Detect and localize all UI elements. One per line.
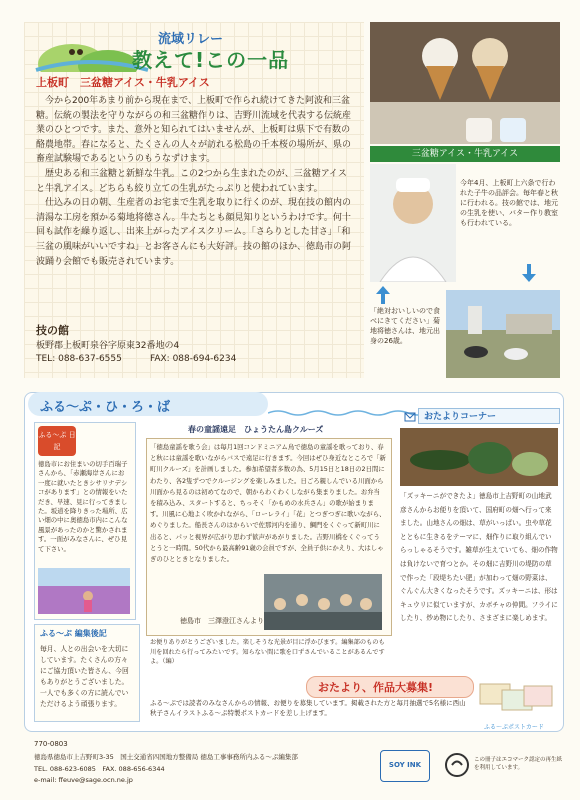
- editor-note-title: ふる〜ぷ 編集後記: [40, 629, 107, 638]
- postcard-illustration: [476, 682, 556, 720]
- soy-ink-logo: [380, 750, 430, 782]
- cattle-show-photo: [446, 290, 560, 378]
- soy-ink-label: SOY INK: [388, 761, 422, 769]
- footer-email: e-mail: ffeuve@sage.ocn.ne.jp: [34, 776, 133, 784]
- vegetable-photo: [400, 428, 558, 486]
- article-subtitle: 上板町 三盆糖アイス・牛乳アイス: [36, 76, 210, 89]
- series-title: 流域リレー: [158, 32, 224, 47]
- arrow-down-icon: [522, 264, 536, 282]
- shop-tel: TEL: 088-637-6555: [36, 354, 122, 364]
- cruise-text: 「徳島童謡を歌う会」は毎月1回コンドミニアム鳥で徳島の童謡を歌っており、春と秋には童謡を歌いながらバスで遠足に行きます。今回はぜひ身近なところで「新町川クルーズ」を計画しました。参加希望者多数の為、5月15日と18日の2日間にわたり、各2隻ずつでクルージングを楽しみました。日ごろ親しんでいる川面から川面から見るのは初めてなので、朝からわくわくしながら集まりました。お弁当を積み込み、スタートすると、ちっそく「かもめの水兵さん」の歌が始まります。川風に心地よく吹かれながら、「ローレライ」「花」とつぎつぎに歌いながら、めぐりました。船長さんのはからいで佐那河内を通り、鯛門をくぐって新町川に出ると、パッと視界が広がり思わず歓声があがりました。吉野川橋をくぐってうとうと一時間。50代から最高齢91歳の会員ですが、全員子供にかえり、大はしゃぎのひとときとなりました。: [150, 443, 386, 564]
- sidebar-note: 今年4月、上板町上六条で行われた子牛の品評会。毎年春と秋に行われる。技の館では、地元の生乳を使い、バター作り教室も行われている。: [460, 179, 558, 227]
- letters-title: おたよりコーナー: [424, 412, 497, 422]
- editor-note-text: 毎月、人との出会いを大切にしています。たくさんの方々にご協力頂いた皆さん、今回もありがとうございました。一人でも多くの方に読んでいただけるよう頑張ります。: [40, 645, 129, 708]
- footer-text: ふる〜ぷでは読者のみなさんからの情報、お便りを募集しています。掲載された方と毎月抽選で5名様に西山秋子さんイラストふる〜ぷ特製ポストカードを差し上げます。: [150, 699, 466, 717]
- article-paragraph-1: 今から200年あまり前から現在まで、上板町で作られ続けてきた阿波和三盆糖。伝統の製法を守りながらの和三盆糖作りは、吉野川流域を代表する伝統産業のひとつです。また、意外と知られてはいませんが、上板町は県下で有数の酪農地帯。春になると、たくさんの人々が訪れる松島の千本桜の場所が、県の畜産試験場であるというのもうなずけます。: [36, 96, 352, 165]
- diary-badge-label: ふる〜ぷ 日記: [38, 431, 76, 451]
- arrow-up-icon: [376, 286, 390, 304]
- shop-name: 技の館: [36, 324, 69, 337]
- article-paragraph-3: 仕込みの日の朝、生産者のお宅まで生乳を取りに行くのが、現在技の館内の清湯な工房を預かる菊地将徳さん。牛たちとも顔見知りというわけです。何十回も試作を繰り返し、出来上がったアイスクリーム。「さらりとした甘さ」「和三盆の風味がいいですね」とお客さんにも大好評。技の館のほか、徳島市の阿波踊り会館でも販売されています。: [36, 198, 352, 267]
- person-caption: 「絶対おいしいので食べにきてください」菊地将徳さんは、地元出身の26歳。: [370, 307, 440, 345]
- shop-fax: FAX: 088-694-6234: [150, 354, 237, 364]
- diary-badge: [38, 426, 76, 456]
- article-paragraph-2: 歴史ある和三盆糖と新鮮な牛乳。この2つから生まれたのが、三盆糖アイスと牛乳アイス。どちらも絞り立ての生乳がたっぷりと使われています。: [36, 168, 347, 194]
- cruise-author: 徳島市 三澤澄江さんより: [180, 617, 264, 625]
- diary-text: 徳島市にお住まいの切手百瑞子さんから、「赤瀬海岸さんにお一度に就いたときシサリナデシコがあります」との情報をいただき、早速、見に行ってきました。坂道を降りきった場所、広い畑の中に奥徳島市内にこんな風景があったのかと驚かされます。一面がみなさんに、ぜひ見て下さい。: [38, 460, 128, 553]
- thanks-note: お便りありがとうございました。楽しそうな光景が目に浮かびます。編集部のものも川を回れたら行ってみたいです。知らない間に歌を口ずさんでいることがあるんですよ。（編）: [150, 639, 385, 665]
- letters-text: 「ズッキーニができたよ」徳島市上吉野町の山地武彦さんからお便りを頂いて、国府町の畑へ行って来ました。山地さんの畑は、草がいっぱい。虫や草花とともに生きるをテーマに、畑作りに取り組んでいらっしゃるそうです。雑草が生えていても、畑の作物は負けないで育つとか。その畑に吉野川の堤防の草で作った「段堤ちたい肥」が加わって畑の野菜は、ぐんぐん大きくなったそうです。ズッキーニは、形はキュウリに似ていますが、カボチャの仲間。フライにしたり、炒め物にしたり、さまざまに楽しめます。: [400, 492, 558, 623]
- footer-postal: 770-0803: [34, 740, 68, 748]
- footer-tel-fax: TEL. 088-623-6085 FAX. 088-656-6344: [34, 765, 165, 773]
- eco-label: この冊子はエコマーク認定の再生紙を利用しています。: [474, 757, 563, 771]
- ice-cream-photo: [370, 22, 560, 144]
- letters-icon: [404, 408, 416, 420]
- recruit-banner-text: おたより、作品大募集!: [318, 681, 434, 694]
- article-body: [36, 94, 354, 269]
- cruise-title: 春の童謡遠足 ひょうたん島クルーズ: [188, 425, 324, 434]
- eco-mark-icon: [444, 752, 470, 778]
- staff-photo: [370, 164, 456, 282]
- postcard-label: ふる〜ぷポストカード: [484, 724, 544, 731]
- footer-address: 徳島県徳島市上吉野町3-35 国土交通省四国地方整備局 徳島工事事務所内ふる〜ぷ編集部: [34, 753, 298, 761]
- shop-address: 板野郡上板町泉谷字原東32番地の4: [36, 341, 180, 351]
- furupu-title: ふる〜ぷ・ひ・ろ・ば: [40, 400, 171, 415]
- main-title: 教えて!この一品: [132, 48, 290, 72]
- photo-caption: 三盆糖アイス・牛乳アイス: [370, 146, 560, 162]
- cruise-photo: [264, 574, 382, 630]
- flower-field-photo: [38, 568, 130, 614]
